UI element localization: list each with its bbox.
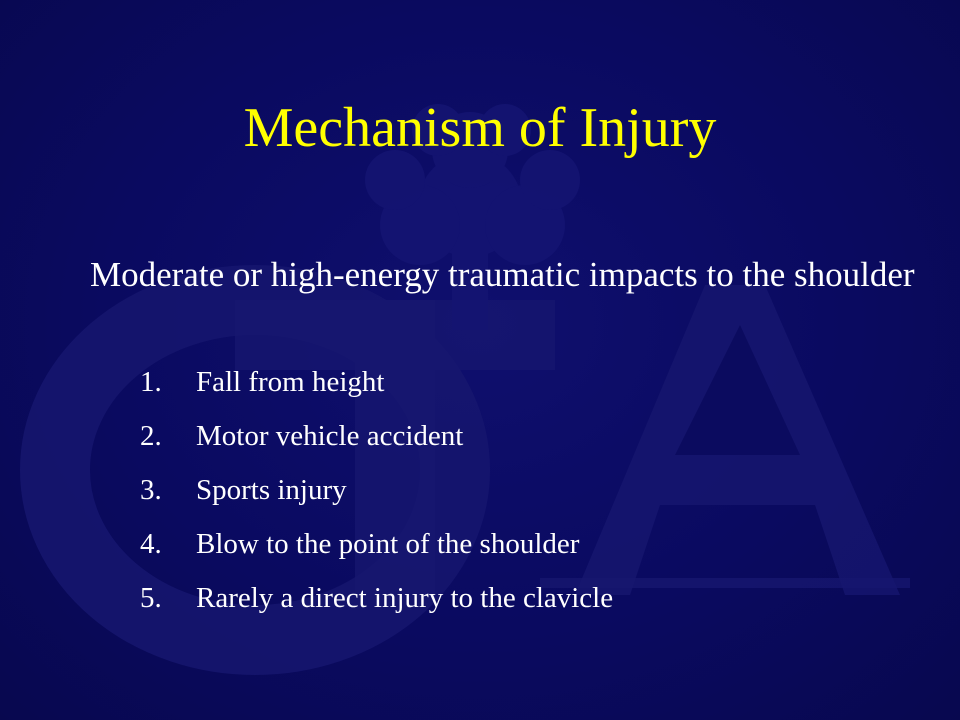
list-item-number: 1. [140,366,162,398]
list-item-number: 5. [140,582,162,614]
mechanism-list [140,360,613,630]
list-item [140,576,613,630]
list-item-text: Sports injury [196,474,347,506]
list-item [140,414,613,468]
list-item [140,360,613,414]
lead-paragraph: Moderate or high-energy traumatic impacts to the shoulder [90,255,915,294]
list-item-number: 3. [140,474,162,506]
list-item-number: 4. [140,528,162,560]
list-item [140,468,613,522]
list-item-number: 2. [140,420,162,452]
slide-title: Mechanism of Injury [243,97,717,159]
list-item-text: Rarely a direct injury to the clavicle [196,582,614,614]
list-item-text: Fall from height [196,366,385,398]
list-item-text: Motor vehicle accident [196,420,464,452]
list-item [140,522,613,576]
list-item-text: Blow to the point of the shoulder [196,528,580,560]
